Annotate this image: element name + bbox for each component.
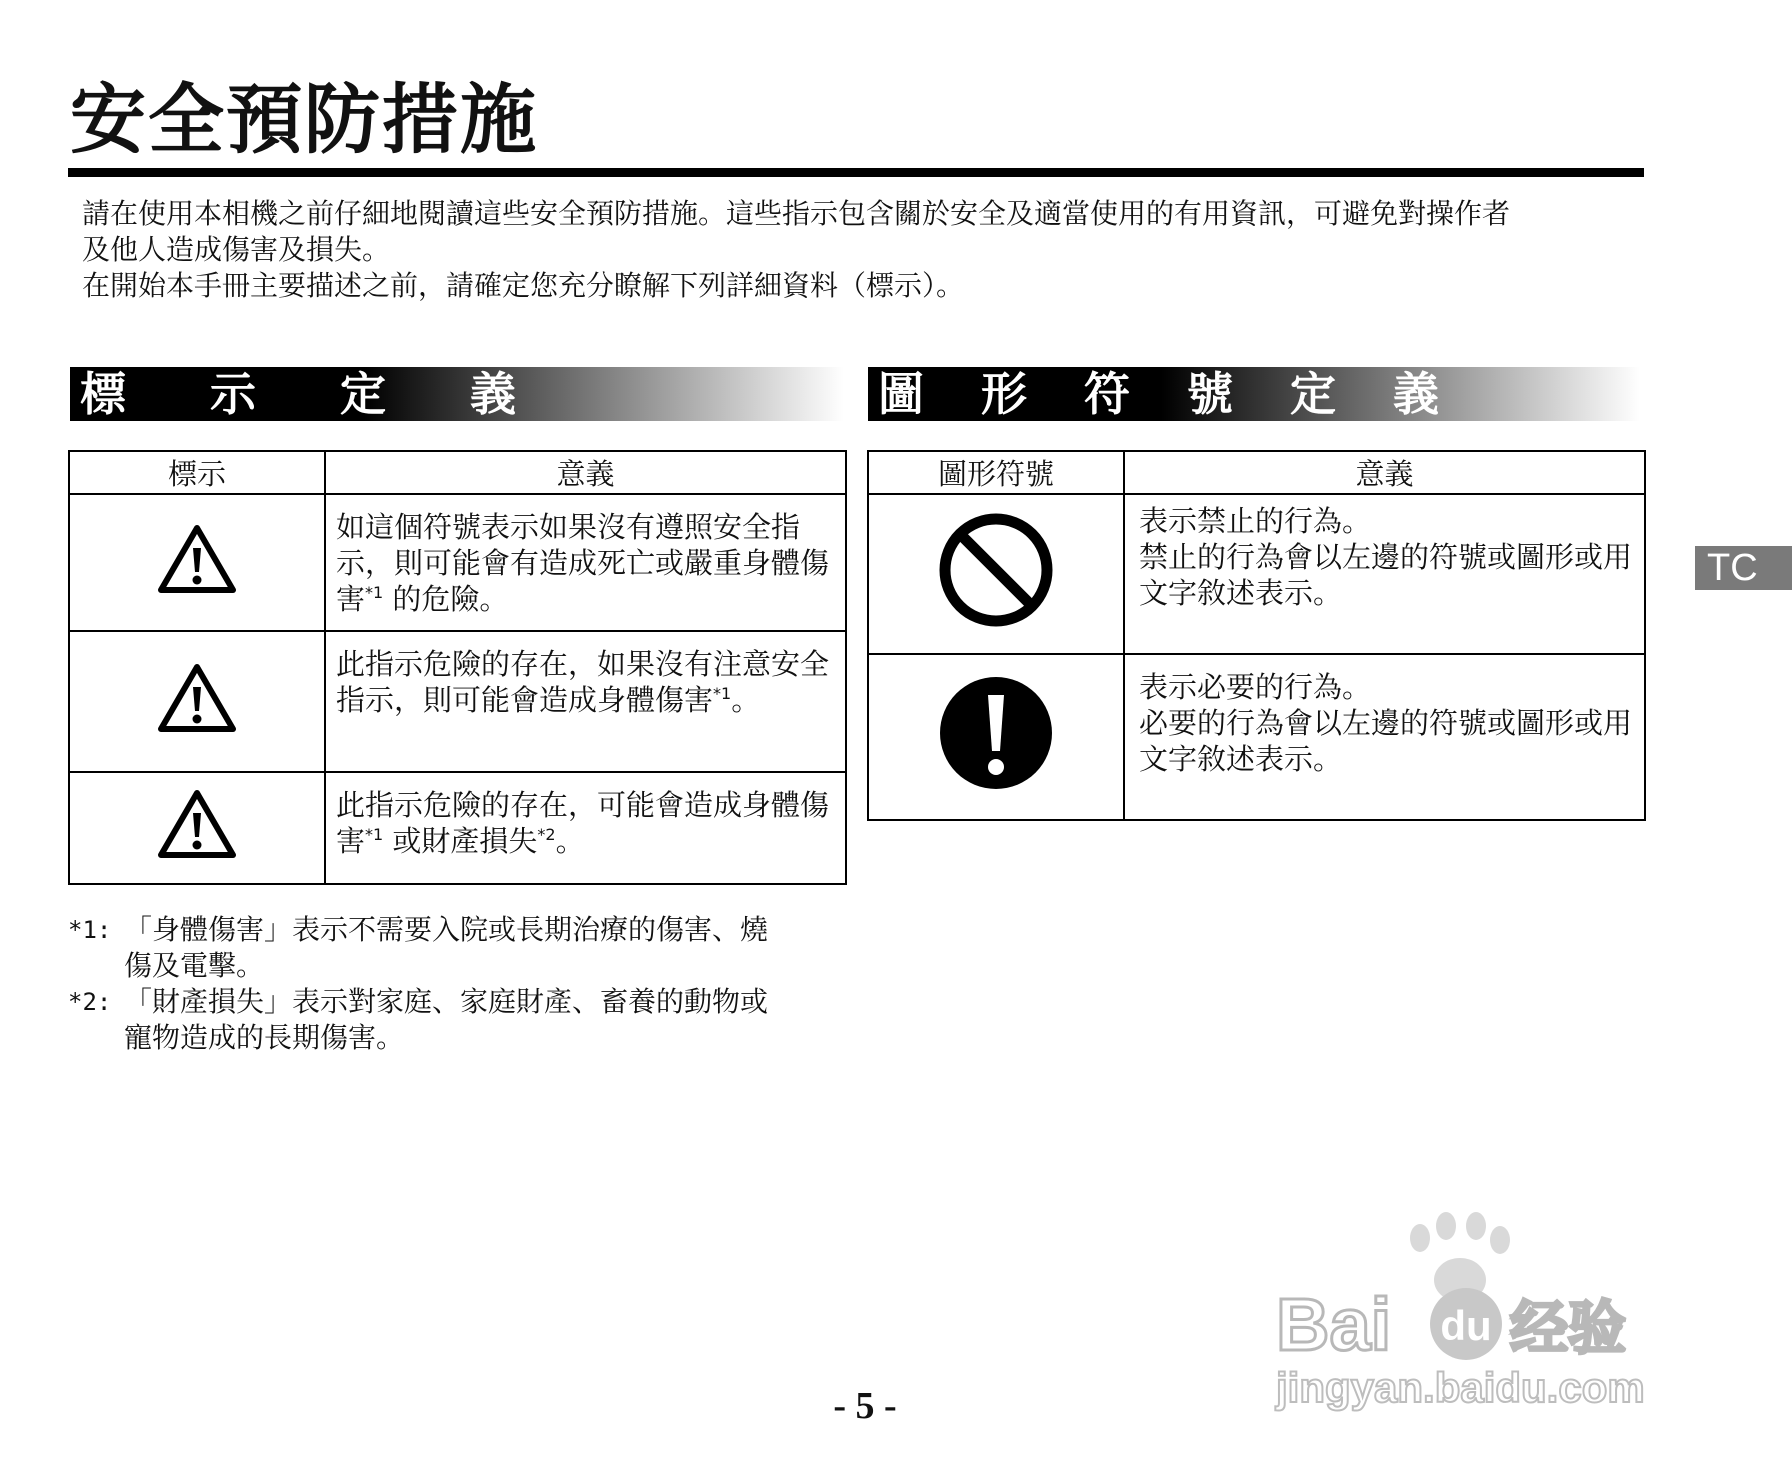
heading-char: 義 — [1393, 367, 1439, 421]
intro-line: 及他人造成傷害及損失。 — [82, 233, 391, 266]
meaning-text: 。 — [555, 824, 585, 858]
intro-paragraph — [82, 196, 1510, 304]
meaning-text: 表示必要的行為。 — [1139, 670, 1372, 704]
footnote-ref: *1 — [365, 825, 384, 844]
footnote-text: 傷及電擊。 — [124, 949, 265, 982]
table-row — [69, 494, 846, 631]
watermark-brand: Bai — [1276, 1283, 1392, 1366]
meaning-text: 表示禁止的行為。 — [1139, 504, 1372, 538]
meaning-text: 此指示危險的存在，如果沒有注意安全指示，則可能會造成身體傷害 — [336, 647, 830, 717]
heading-char: 符 — [1084, 367, 1130, 421]
heading-char: 定 — [1290, 367, 1336, 421]
meaning-cell — [325, 772, 846, 884]
warning-triangle-icon — [157, 523, 237, 595]
watermark-brand-cn: 经验 — [1510, 1294, 1627, 1362]
warning-triangle-icon — [157, 662, 237, 734]
table-row — [868, 494, 1645, 654]
meaning-cell — [1124, 654, 1645, 820]
heading-char: 號 — [1187, 367, 1233, 421]
watermark-url: jingyan.baidu.com — [1276, 1364, 1645, 1411]
column-header-meaning: 意義 — [325, 451, 846, 494]
watermark-logo — [1270, 1210, 1690, 1430]
heading-char: 形 — [981, 367, 1027, 421]
table-row — [868, 654, 1645, 820]
meaning-text: 禁止的行為會以左邊的符號或圖形或用文字敘述表示。 — [1139, 540, 1633, 610]
language-tab: TC — [1695, 546, 1792, 590]
watermark-brand-circle: du — [1440, 1302, 1492, 1349]
heading-char: 義 — [470, 367, 516, 421]
heading-char: 定 — [340, 367, 386, 421]
heading-char: 圖 — [878, 367, 924, 421]
footnote — [68, 1020, 768, 1056]
meaning-text: 的危險。 — [383, 582, 509, 616]
meaning-text: 或財產損失 — [383, 824, 538, 858]
table-row — [69, 631, 846, 772]
meaning-text: 。 — [731, 683, 761, 717]
footnote-ref: *1 — [713, 684, 732, 703]
intro-line: 在開始本手冊主要描述之前，請確定您充分瞭解下列詳細資料（標示）。 — [82, 269, 965, 302]
meaning-text: 此指示危險的存在，可能會造成身體傷害 — [336, 788, 830, 858]
page-number: - 5 - — [833, 1385, 897, 1427]
footnote-text: 「身體傷害」表示不需要入院或長期治療的傷害、燒 — [124, 913, 769, 946]
footnote — [68, 984, 768, 1020]
prohibited-icon — [937, 511, 1055, 629]
symbols-table — [867, 450, 1646, 821]
column-header-meaning: 意義 — [1124, 451, 1645, 494]
footnote — [68, 912, 768, 948]
footnote-ref: *1 — [365, 583, 384, 602]
meaning-cell — [325, 494, 846, 631]
footnote — [68, 948, 768, 984]
page-title: 安全預防措施 — [70, 75, 538, 164]
warning-triangle-icon — [157, 788, 237, 860]
footnote-mark: *1: — [68, 916, 112, 944]
meaning-cell — [325, 631, 846, 772]
heading-char: 標 — [80, 367, 126, 421]
meaning-cell — [1124, 494, 1645, 654]
column-header-symbol: 標示 — [69, 451, 325, 494]
heading-char: 示 — [210, 367, 256, 421]
footnote-ref: *2 — [537, 825, 556, 844]
footnotes — [68, 912, 768, 1056]
table-row — [69, 772, 846, 884]
footnote-text: 「財產損失」表示對家庭、家庭財產、畜養的動物或 — [124, 985, 769, 1018]
footnote-text: 寵物造成的長期傷害。 — [124, 1021, 405, 1054]
column-header-symbol: 圖形符號 — [868, 451, 1124, 494]
markings-heading — [70, 367, 844, 421]
footnote-mark: *2: — [68, 988, 112, 1016]
markings-table — [68, 450, 847, 885]
title-rule — [68, 168, 1644, 177]
meaning-text: 如這個符號表示如果沒有遵照安全指示，則可能會有造成死亡或嚴重身體傷害 — [336, 510, 830, 616]
meaning-text: 必要的行為會以左邊的符號或圖形或用文字敘述表示。 — [1139, 706, 1633, 776]
mandatory-exclamation-icon — [938, 675, 1054, 791]
symbols-heading — [868, 367, 1640, 421]
intro-line: 請在使用本相機之前仔細地閱讀這些安全預防措施。這些指示包含關於安全及適當使用的有用資訊，可避免對操作者 — [82, 197, 1511, 230]
